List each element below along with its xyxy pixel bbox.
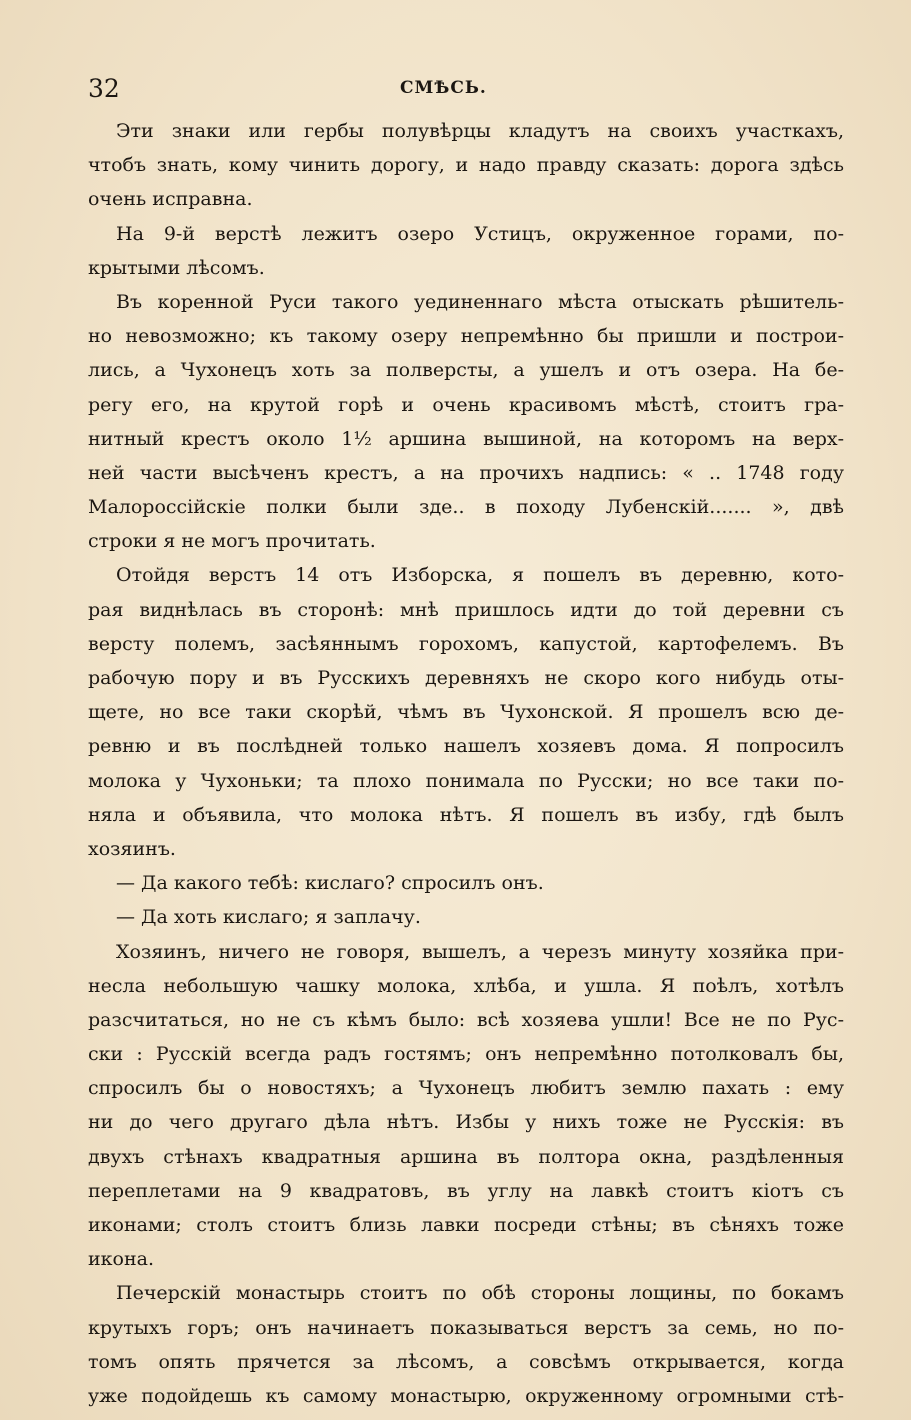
text-line: Отойдя верстъ 14 отъ Изборска, я пошелъ въ деревню, кото-: [116, 564, 844, 587]
text-line: переплетами на 9 квадратовъ, въ углу на лавкѣ стоитъ кіотъ съ: [88, 1179, 844, 1202]
body-text: [88, 114, 844, 1413]
text-line: версту полемъ, засѣяннымъ горохомъ, капустой, картофелемъ. Въ: [88, 632, 844, 655]
text-line: но невозможно; къ такому озеру непремѣнно бы пришли и построи-: [88, 325, 844, 348]
text-line: — Да какого тебѣ: кислаго? спросилъ онъ.: [116, 872, 544, 895]
text-line: ни до чего другаго дѣла нѣтъ. Избы у нихъ тоже не Русскія: въ: [88, 1111, 844, 1134]
text-line: рая виднѣлась въ сторонѣ: мнѣ пришлось идти до той деревни съ: [88, 598, 844, 621]
text-line: Эти знаки или гербы полувѣрцы кладутъ на своихъ участкахъ,: [116, 120, 844, 142]
text-line: ски : Русскій всегда радъ гостямъ; онъ непремѣнно потолковалъ бы,: [88, 1043, 844, 1066]
text-line: рабочую пору и въ Русскихъ деревняхъ не скоро кого нибудь оты-: [88, 667, 844, 689]
text-line: Хозяинъ, ничего не говоря, вышелъ, а черезъ минуту хозяйка при-: [116, 940, 844, 963]
text-line: чтобъ знать, кому чинить дорогу, и надо правду сказать: дорога здѣсь: [88, 154, 844, 177]
text-line: регу его, на крутой горѣ и очень красивомъ мѣстѣ, стоитъ гра-: [88, 393, 844, 416]
text-line: няла и объявила, что молока нѣтъ. Я пошелъ въ избу, гдѣ былъ: [88, 803, 844, 826]
text-line: ревню и въ послѣдней только нашелъ хозяевъ дома. Я попросилъ: [88, 735, 844, 758]
page-number: 32: [88, 74, 120, 103]
text-line: двухъ стѣнахъ квадратныя аршина въ полтора окна, раздѣленныя: [88, 1145, 844, 1168]
page-header: [88, 74, 848, 104]
text-line: лись, а Чухонецъ хоть за полверсты, а ушелъ и отъ озера. На бе-: [88, 359, 844, 382]
text-line: молока у Чухоньки; та плохо понимала по Русски; но все таки по-: [88, 769, 844, 792]
text-line: ней части высѣченъ крестъ, а на прочихъ надпись: « .. 1748 году: [88, 461, 844, 484]
text-line: строки я не могъ прочитать.: [88, 530, 376, 553]
text-line: нитный крестъ около 1½ аршина вышиной, на которомъ на верх-: [88, 427, 844, 450]
text-line: хозяинъ.: [88, 837, 176, 860]
text-line: Печерскій монастырь стоитъ по обѣ стороны лощины, по бокамъ: [116, 1282, 844, 1305]
running-head: СМѢСЬ.: [400, 78, 487, 98]
text-line: крытыми лѣсомъ.: [88, 256, 265, 279]
text-line: разсчитаться, но не съ кѣмъ было: всѣ хозяева ушли! Все не по Рус-: [88, 1008, 844, 1031]
text-line: щете, но все таки скорѣй, чѣмъ въ Чухонской. Я прошелъ всю де-: [88, 701, 844, 724]
text-line: томъ опять прячется за лѣсомъ, а совсѣмъ открывается, когда: [88, 1350, 844, 1373]
text-line: — Да хоть кислаго; я заплачу.: [116, 906, 421, 929]
text-line: несла небольшую чашку молока, хлѣба, и ушла. Я поѣлъ, хотѣлъ: [88, 974, 844, 997]
text-line: На 9-й верстѣ лежитъ озеро Устицъ, окруженное горами, по-: [116, 222, 844, 245]
text-line: уже подойдешь къ самому монастырю, окруженному огромными стѣ-: [88, 1384, 844, 1407]
text-line: Въ коренной Руси такого уединеннаго мѣста отыскать рѣшитель-: [116, 290, 844, 313]
text-line: очень исправна.: [88, 188, 253, 211]
text-line: крутыхъ горъ; онъ начинаетъ показываться верстъ за семь, но по-: [88, 1316, 844, 1339]
text-line: спросилъ бы о новостяхъ; а Чухонецъ любитъ землю пахать : ему: [88, 1077, 844, 1100]
text-line: иконами; столъ стоитъ близь лавки посреди стѣны; въ сѣняхъ тоже: [88, 1214, 844, 1236]
text-line: Малороссійскіе полки были зде.. в походу Лубенскій....... », двѣ: [88, 496, 844, 519]
text-line: икона.: [88, 1248, 155, 1271]
